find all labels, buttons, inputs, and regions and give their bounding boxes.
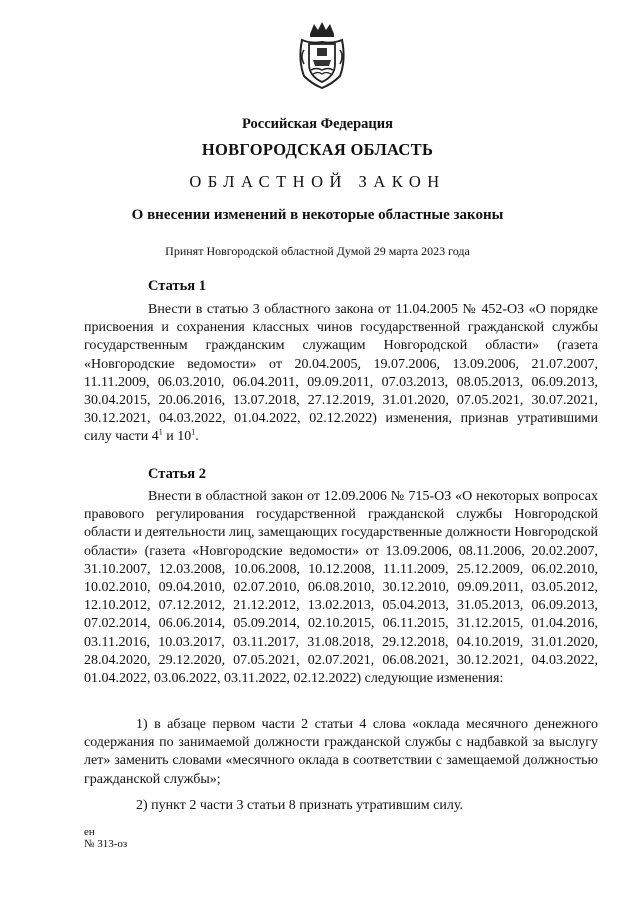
- footer-number: № 313-оз: [84, 838, 128, 850]
- superscript-2: 1: [191, 427, 196, 437]
- article-1-text: [84, 301, 598, 447]
- article-2-heading: Статья 2: [148, 466, 206, 482]
- article-1-mid: и 10: [162, 429, 192, 445]
- document-type: ОБЛАСТНОЙ ЗАКОН: [189, 172, 446, 191]
- article-2-item-2: 2) пункт 2 части 3 статьи 8 признать утратившим силу.: [136, 798, 463, 813]
- superscript-1: 1: [158, 427, 163, 437]
- adoption-note: Принят Новгородской областной Думой 29 марта 2023 года: [165, 244, 470, 258]
- law-title: О внесении изменений в некоторые областные законы: [131, 207, 504, 223]
- coat-of-arms-icon: [296, 20, 348, 90]
- article-1-end: .: [195, 429, 199, 445]
- country-name: Российская Федерация: [242, 116, 393, 132]
- article-2-item-1: 1) в абзаце первом части 2 статьи 4 слова «оклада месячного денежного содержания по занимаемой должности гражданской службы с надбавкой за выслугу лет» заменить словами «месячного оклада в соответствии с замещаемой должностью гражданской службы»;: [84, 717, 598, 787]
- region-name: НОВГОРОДСКАЯ ОБЛАСТЬ: [201, 140, 434, 159]
- footer-initials: ен: [84, 826, 95, 838]
- article-1-body: Внести в статью 3 областного закона от 11.04.2005 № 452-ОЗ «О порядке присвоения и сохранения классных чинов государственной гражданской службы государственным гражданским служащим Новгородской области» (газета «Новгородские ведомости» от 20.04.2005, 19.07.2006, 13.09.2006, 21.07.2007, 11.11.2009, 06.03.2010, 06.04.2011, 09.09.2011, 07.03.2013, 08.05.2013, 06.09.2013, 30.04.2015, 20.06.2016, 13.07.2018, 27.12.2019, 31.01.2020, 07.05.2021, 30.07.2021, 30.12.2021, 04.03.2022, 01.04.2022, 02.12.2022) изменения, признав утратившими силу части 4: [84, 302, 598, 445]
- article-1-heading: Статья 1: [148, 278, 206, 294]
- article-2-text: Внести в областной закон от 12.09.2006 № 715-ОЗ «О некоторых вопросах правового регулирования государственной гражданской службы Новгородской области и деятельности лиц, замещающих государственные должности Новгородской области» (газета «Новгородские ведомости» от 13.09.2006, 08.11.2006, 20.02.2007, 31.10.2007, 12.03.2008, 10.06.2008, 10.12.2008, 11.11.2009, 25.12.2009, 06.02.2010, 10.02.2010, 09.04.2010, 02.07.2010, 06.08.2010, 30.12.2010, 09.09.2011, 03.05.2012, 12.10.2012, 07.12.2012, 21.12.2012, 13.02.2013, 05.04.2013, 31.05.2013, 06.09.2013, 07.02.2014, 06.06.2014, 05.09.2014, 02.10.2015, 06.11.2015, 31.12.2015, 01.04.2016, 03.11.2016, 10.03.2017, 03.11.2017, 31.08.2018, 29.12.2018, 04.10.2019, 31.01.2020, 28.04.2020, 29.12.2020, 07.05.2021, 02.07.2021, 06.08.2021, 30.12.2021, 04.03.2022, 01.04.2022, 03.06.2022, 03.11.2022, 02.12.2022) следующие изменения:: [84, 489, 598, 687]
